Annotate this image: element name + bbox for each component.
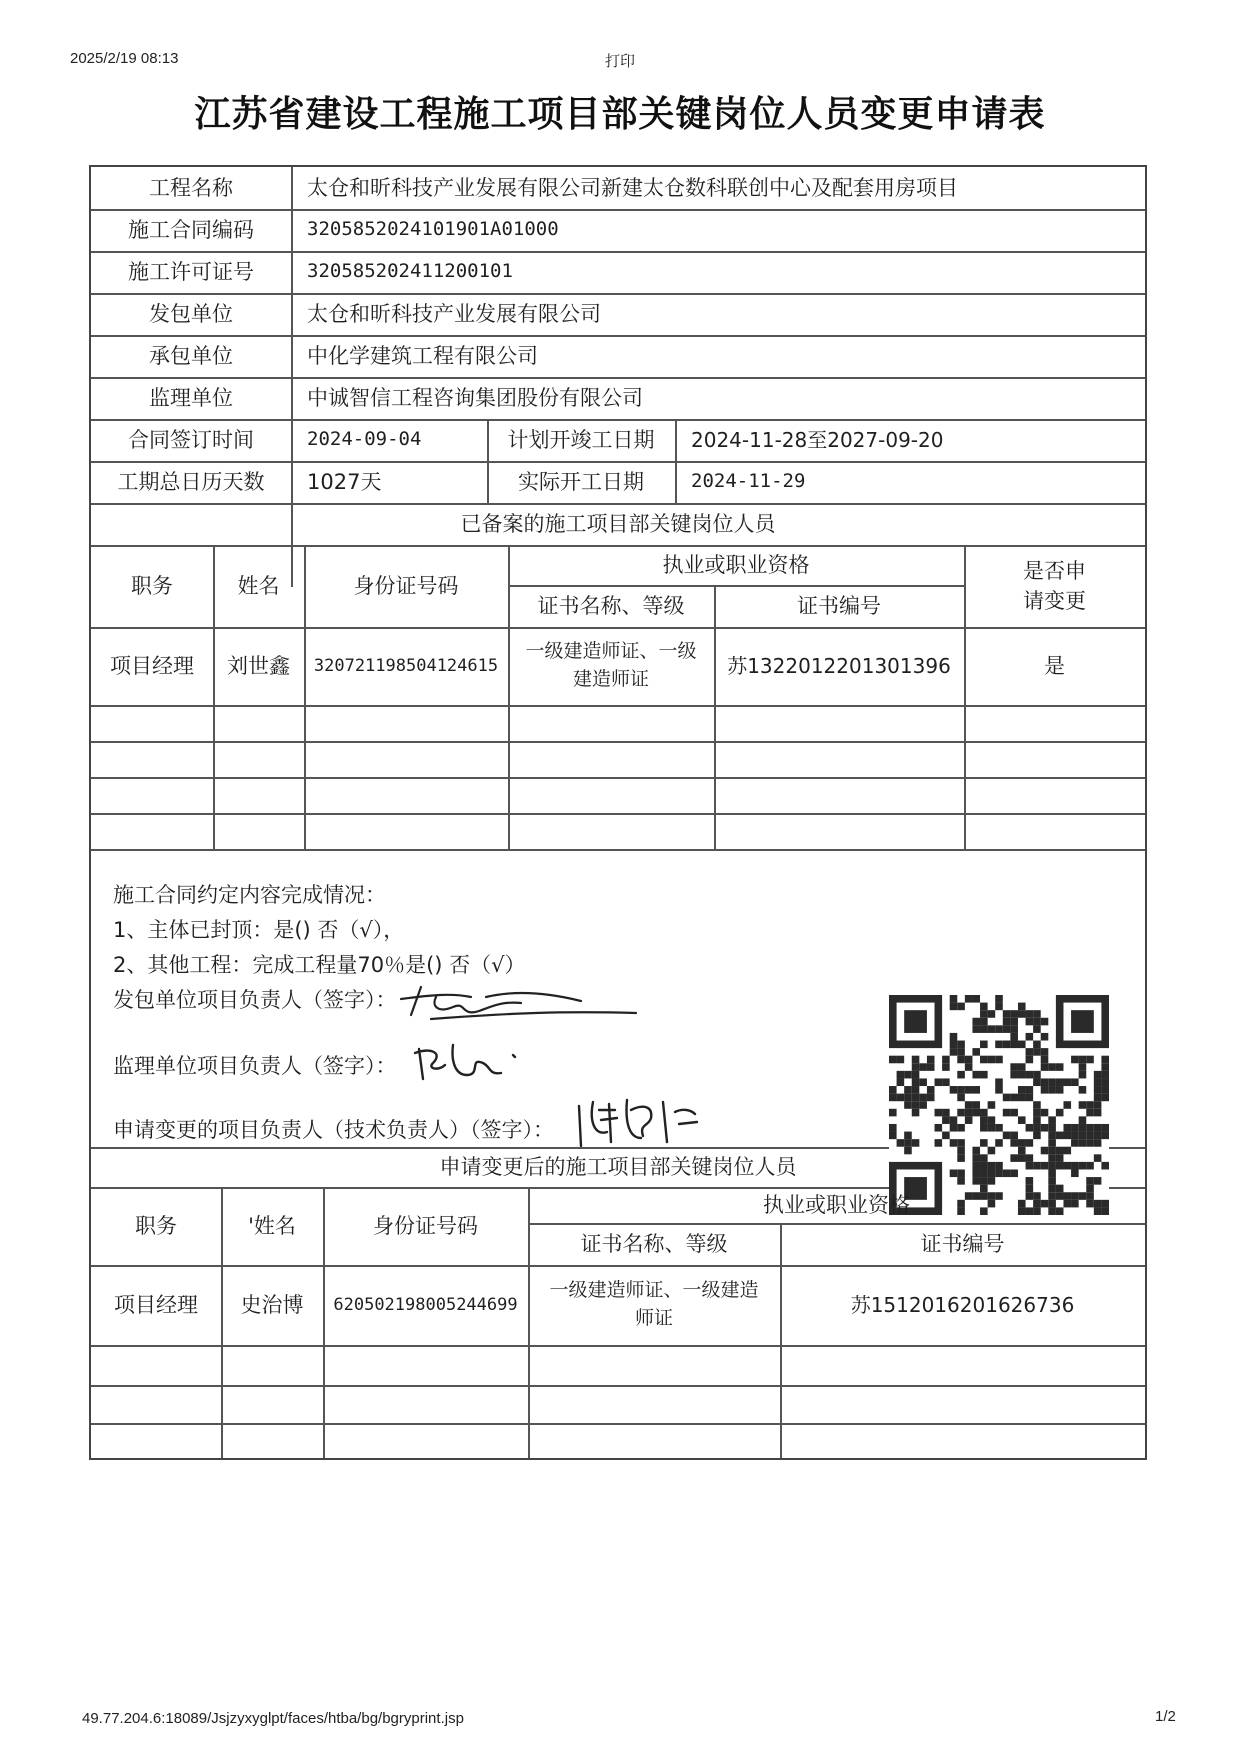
after-cert-no: 苏1512016201626736 [850,1292,1075,1317]
registered-name: 刘世鑫 [227,653,290,678]
progress-item-1: 1、主体已封顶：是() 否（√）， [113,918,405,942]
registered-id: 320721198504124615 [313,655,499,676]
sign-date-label: 合同签订时间 [128,427,254,452]
progress-heading: 施工合同约定内容完成情况： [113,883,386,907]
print-date: 2025/2/19 08:13 [70,50,179,67]
applicant-sign-label: 申请变更的项目负责人（技术负责人）（签字）： [113,1118,554,1142]
progress-item-2: 2、其他工程：完成工程量70％是() 否（√） [113,953,526,977]
contractor-value: 中化学建筑工程有限公司 [307,343,538,368]
sign-date-value: 2024-09-04 [307,428,422,451]
permit-no-value: 320585202411200101 [307,260,513,283]
total-days-label: 工期总日历天数 [117,469,265,494]
employer-sign-label: 发包单位项目负责人（签字）： [113,988,397,1012]
registered-col-cert-no: 证书编号 [797,593,881,618]
supervisor-sign-label: 监理单位项目负责人（签字）： [113,1054,397,1078]
after-name: 史治博 [240,1292,304,1317]
page-number: 1/2 [1155,1708,1176,1725]
registered-cert-name-line2: 建造师证 [572,668,649,690]
footer-url: 49.77.204.6:18089/Jsjzyxyglpt/faces/htba/bg/bgryprint.jsp [82,1710,464,1727]
after-section-title: 申请变更后的施工项目部关键岗位人员 [439,1154,797,1179]
registered-col-qualification: 执业或职业资格 [662,552,810,577]
contract-code-label: 施工合同编码 [128,217,254,242]
registered-col-change [964,545,1145,627]
registered-section-title: 已备案的施工项目部关键岗位人员 [460,511,776,536]
applicant-signature [571,1092,721,1152]
employer-signature [391,977,641,1027]
registered-change: 是 [1044,653,1065,678]
permit-no-label: 施工许可证号 [128,259,254,284]
after-col-qualification: 执业或职业资格 [763,1192,910,1217]
after-cert-name [528,1265,780,1345]
registered-col-cert-name: 证书名称、等级 [537,593,685,618]
application-form [89,165,1147,1460]
total-days-value: 1027天 [307,469,382,494]
page-title: 江苏省建设工程施工项目部关键岗位人员变更申请表 [194,94,1046,135]
after-col-cert-name: 证书名称、等级 [580,1231,728,1256]
contractor-label: 承包单位 [149,343,233,368]
planned-dates-label: 计划开竣工日期 [507,427,655,452]
planned-dates-value: 2024-11-28至2027-09-20 [691,427,944,452]
project-name-label: 工程名称 [149,175,233,200]
registered-col-name: 姓名 [237,573,280,598]
after-col-id: 身份证号码 [373,1213,478,1238]
registered-col-id: 身份证号码 [353,573,459,598]
actual-start-label: 实际开工日期 [518,469,644,494]
after-col-cert-no: 证书编号 [920,1231,1005,1256]
print-label: 打印 [604,52,635,70]
contract-code-value: 3205852024101901A01000 [307,218,559,241]
after-col-name: '姓名 [248,1213,296,1238]
registered-cert-name [508,627,714,705]
after-cert-name-line1: 一级建造师证、一级建造 [549,1279,759,1302]
after-cert-name-line2: 师证 [634,1307,673,1329]
registered-col-position: 职务 [131,573,173,598]
registered-position: 项目经理 [110,653,194,678]
project-name-value: 太仓和昕科技产业发展有限公司新建太仓数科联创中心及配套用房项目 [307,175,958,200]
employer-value: 太仓和昕科技产业发展有限公司 [307,301,601,326]
registered-cert-name-line1: 一级建造师证、一级 [525,640,697,663]
after-id: 620502198005244699 [333,1294,518,1315]
after-position: 项目经理 [114,1292,198,1317]
supervisor-label: 监理单位 [149,385,233,410]
actual-start-value: 2024-11-29 [691,470,806,493]
registered-cert-no: 苏1322012201301396 [727,653,951,678]
registered-col-change-line1: 是否申 [1023,558,1086,583]
registered-col-change-line2: 请变更 [1023,589,1086,613]
supervisor-signature [409,1035,539,1087]
employer-label: 发包单位 [149,301,233,326]
supervisor-value: 中诚智信工程咨询集团股份有限公司 [307,385,643,410]
after-col-position: 职务 [135,1213,177,1238]
